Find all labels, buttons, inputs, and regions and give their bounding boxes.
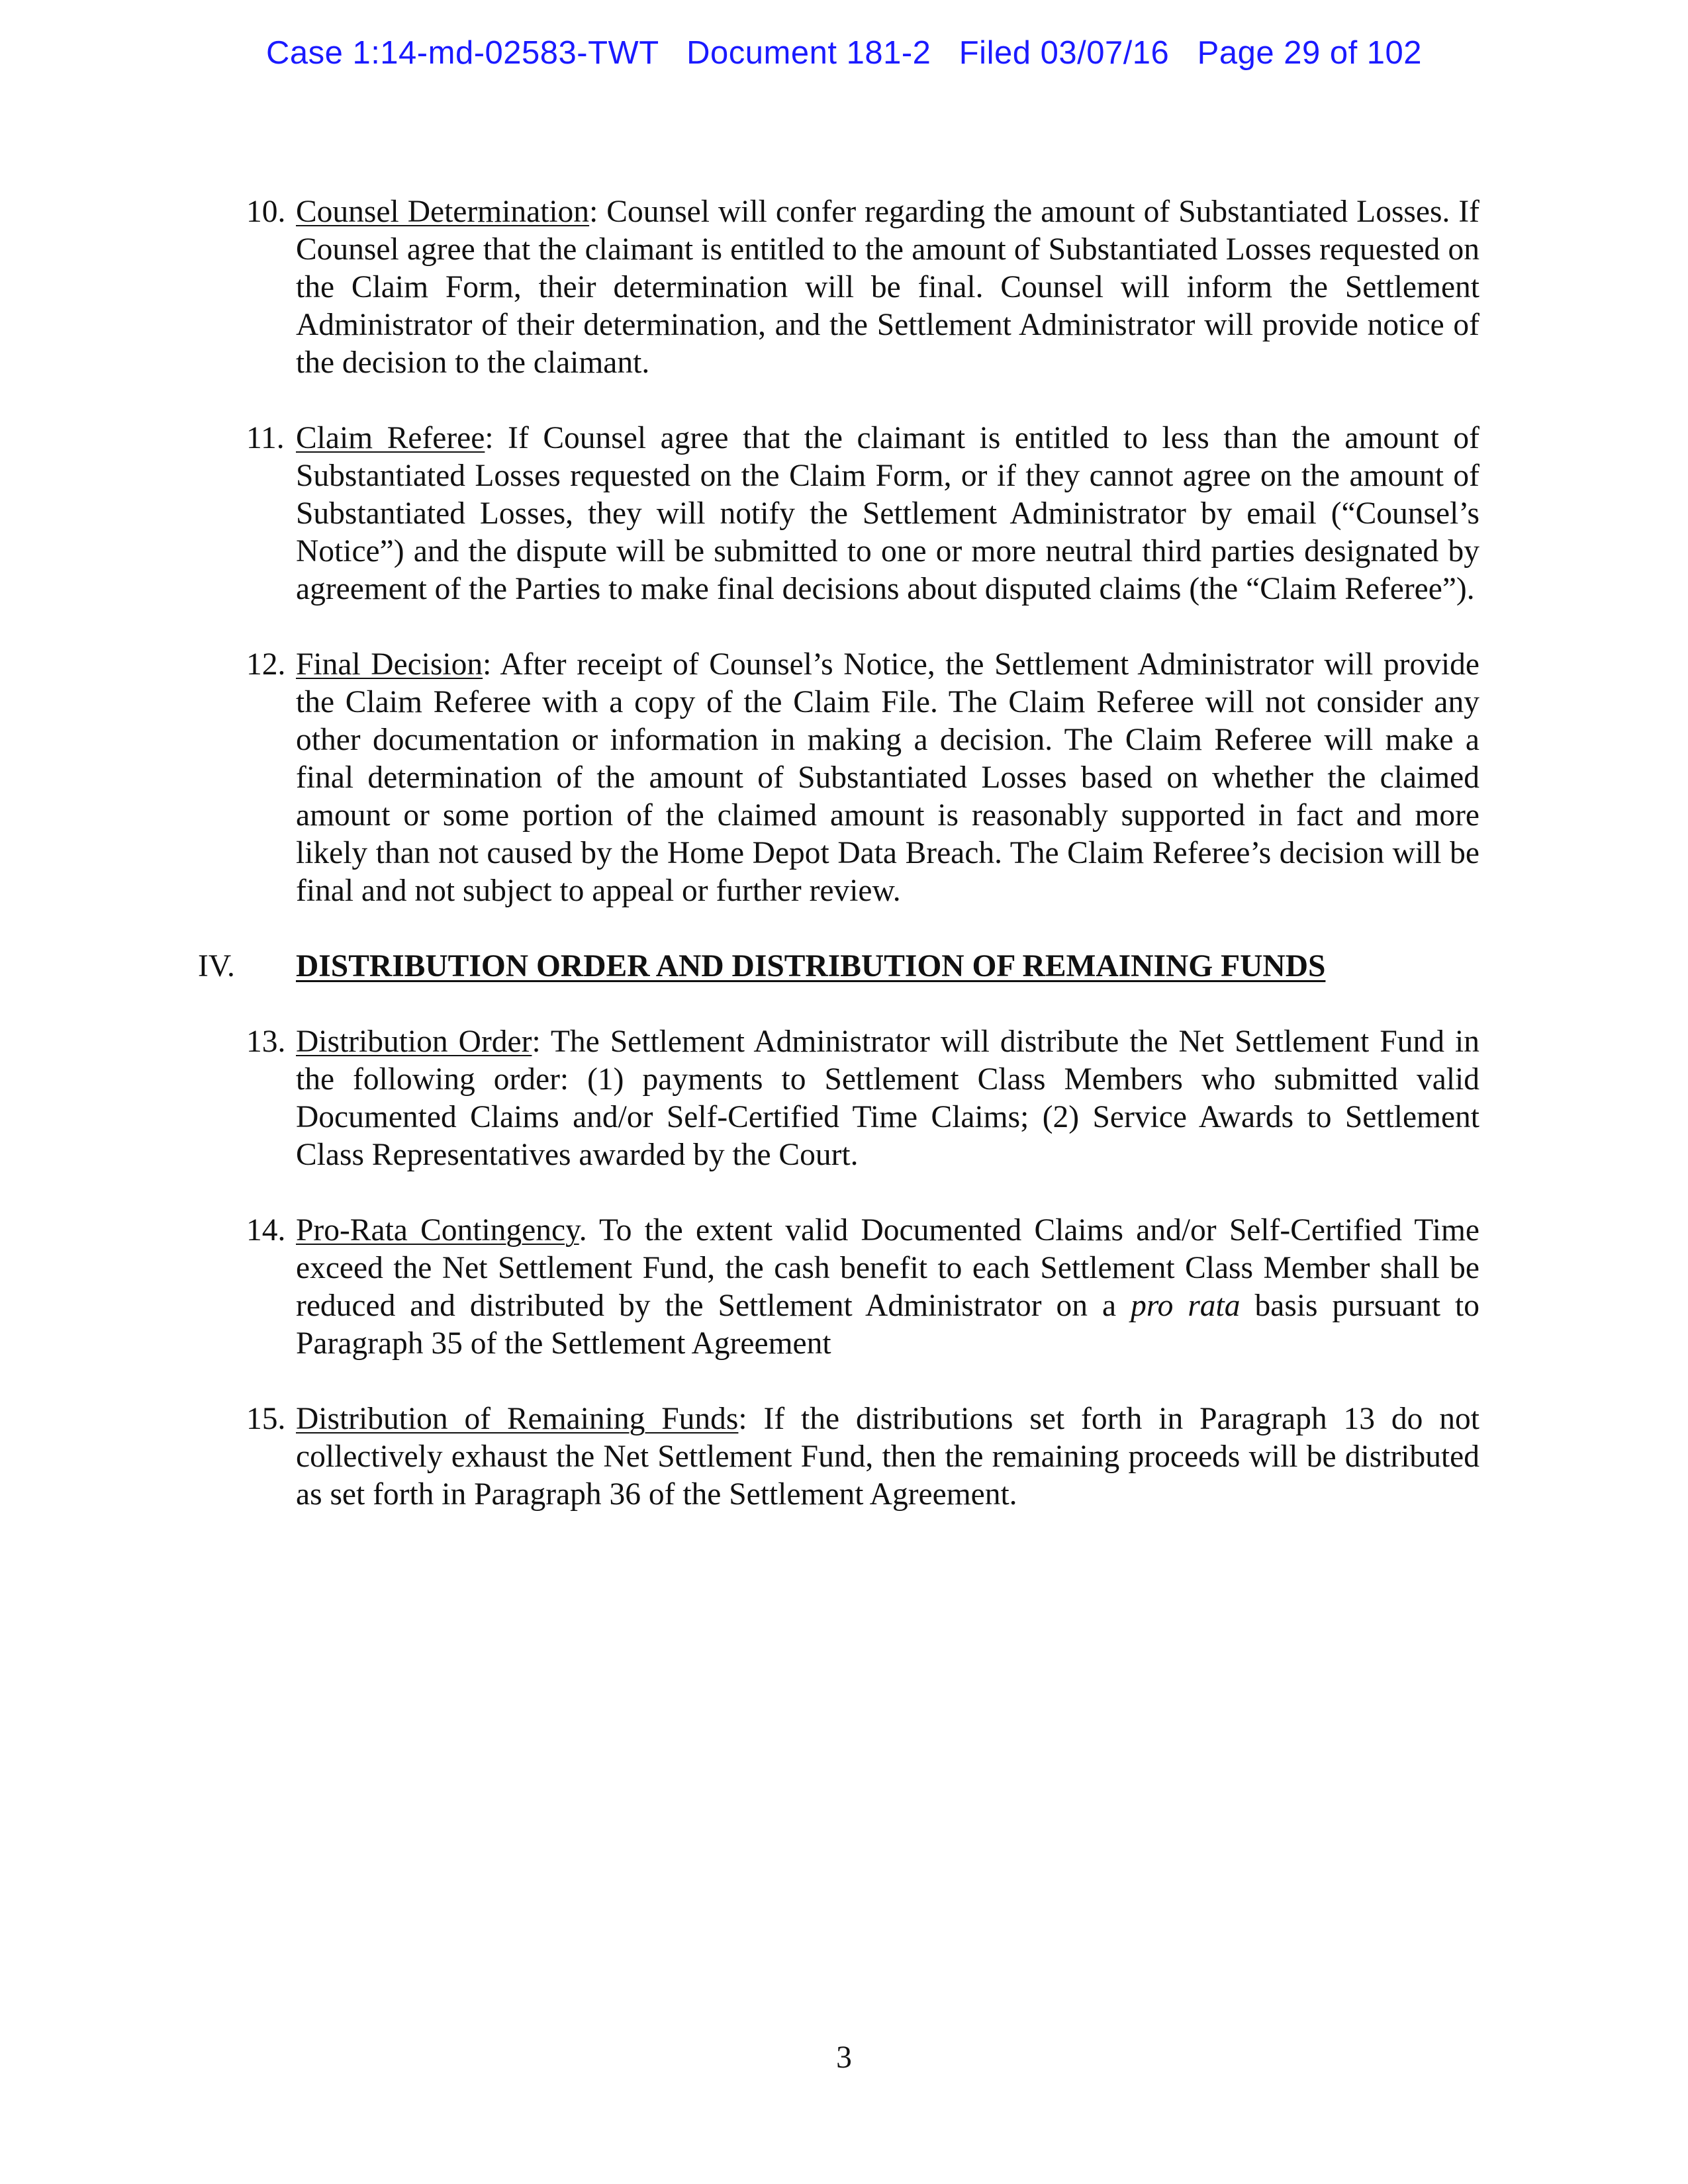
section-heading [198, 948, 1479, 985]
paragraph-text [296, 1023, 1479, 1174]
italic-term: pro rata [1131, 1289, 1241, 1323]
paragraph-number: 14. [246, 1213, 286, 1248]
paragraph-10 [246, 193, 1479, 382]
paragraph-body: : After receipt of Counsel’s Notice, the Settlement Administrator will provide the Claim Referee with a copy of the Claim File. The Claim Referee will not consider any other documentation or information in making a decision. The Claim Referee will make a final determination of the amount of Substantiated Losses based on whether the claimed amount or some portion of the claimed amount is reasonably supported in fact and more likely than not caused by the Home Depot Data Breach. The Claim Referee’s decision will be final and not subject to appeal or further review. [296, 647, 1480, 908]
page-number: 3 [836, 2040, 852, 2075]
paragraph-11 [246, 420, 1479, 608]
paragraph-heading: Final Decision [296, 647, 483, 682]
paragraph-number: 15. [246, 1402, 286, 1436]
paragraph-14 [246, 1212, 1480, 1363]
paragraph-number: 12. [246, 647, 286, 682]
paragraph-heading: Distribution of Remaining Funds [296, 1402, 739, 1436]
paragraph-heading: Distribution Order [296, 1024, 532, 1059]
paragraph-body: . To the extent valid Documented Claims and/or Self-Certified Time exceed the Net Settlement Fund, the cash benefit to each Settlement Class Member shall be reduced and distributed by the Settlement Administrator on a [296, 1213, 1479, 1323]
paragraph-13 [246, 1023, 1479, 1174]
paragraph-text [296, 1212, 1479, 1363]
paragraph-12 [246, 646, 1480, 910]
paragraph-number: 10. [246, 195, 286, 229]
paragraph-heading: Pro-Rata Contingency [296, 1213, 579, 1248]
paragraph-number: 13. [246, 1024, 286, 1059]
paragraph-text [296, 1400, 1479, 1514]
paragraph-body: : The Settlement Administrator will distribute the Net Settlement Fund in the following order: (1) payments to Settlement Class Members who submitted valid Documented Claims and/or Self-Certified Time Claims; (2) Service Awards to Settlement Class Representatives awarded by the Court. [296, 1024, 1479, 1172]
paragraph-heading: Claim Referee [296, 421, 485, 455]
section-title: DISTRIBUTION ORDER AND DISTRIBUTION OF REMAINING FUNDS [296, 949, 1326, 983]
paragraph-text [296, 420, 1479, 608]
case-header-stamp: Case 1:14-md-02583-TWT Document 181-2 Filed 03/07/16 Page 29 of 102 [265, 35, 1423, 71]
paragraph-body: : If Counsel agree that the claimant is entitled to less than the amount of Substantiated Losses requested on the Claim Form, or if they cannot agree on the amount of Substantiated Losses, they will notify the Settlement Administrator by email (“Counsel’s Notice”) and the dispute will be submitted to one or more neutral third parties designated by agreement of the Parties to make final decisions about disputed claims (the “Claim Referee”). [296, 421, 1479, 606]
paragraph-15 [246, 1400, 1479, 1514]
paragraph-text [296, 646, 1479, 910]
paragraph-body: : If the distributions set forth in Paragraph 13 do not collectively exhaust the Net Settlement Fund, then the remaining proceeds will be distributed as set forth in Paragraph 36 of the Settlement Agreement. [296, 1402, 1479, 1512]
section-numeral: IV. [198, 949, 235, 983]
paragraph-text [296, 193, 1479, 382]
paragraph-body: : Counsel will confer regarding the amount of Substantiated Losses. If Counsel agree that the claimant is entitled to the amount of Substantiated Losses requested on the Claim Form, their determination will be final. Counsel will inform the Settlement Administrator of their determination, and the Settlement Administrator will provide notice of the decision to the claimant. [296, 195, 1479, 380]
paragraph-body-continued: basis pursuant to Paragraph 35 of the Settlement Agreement [296, 1289, 1480, 1361]
paragraph-heading: Counsel Determination [296, 195, 590, 229]
paragraph-number: 11. [246, 421, 285, 455]
document-body [0, 193, 1688, 1551]
